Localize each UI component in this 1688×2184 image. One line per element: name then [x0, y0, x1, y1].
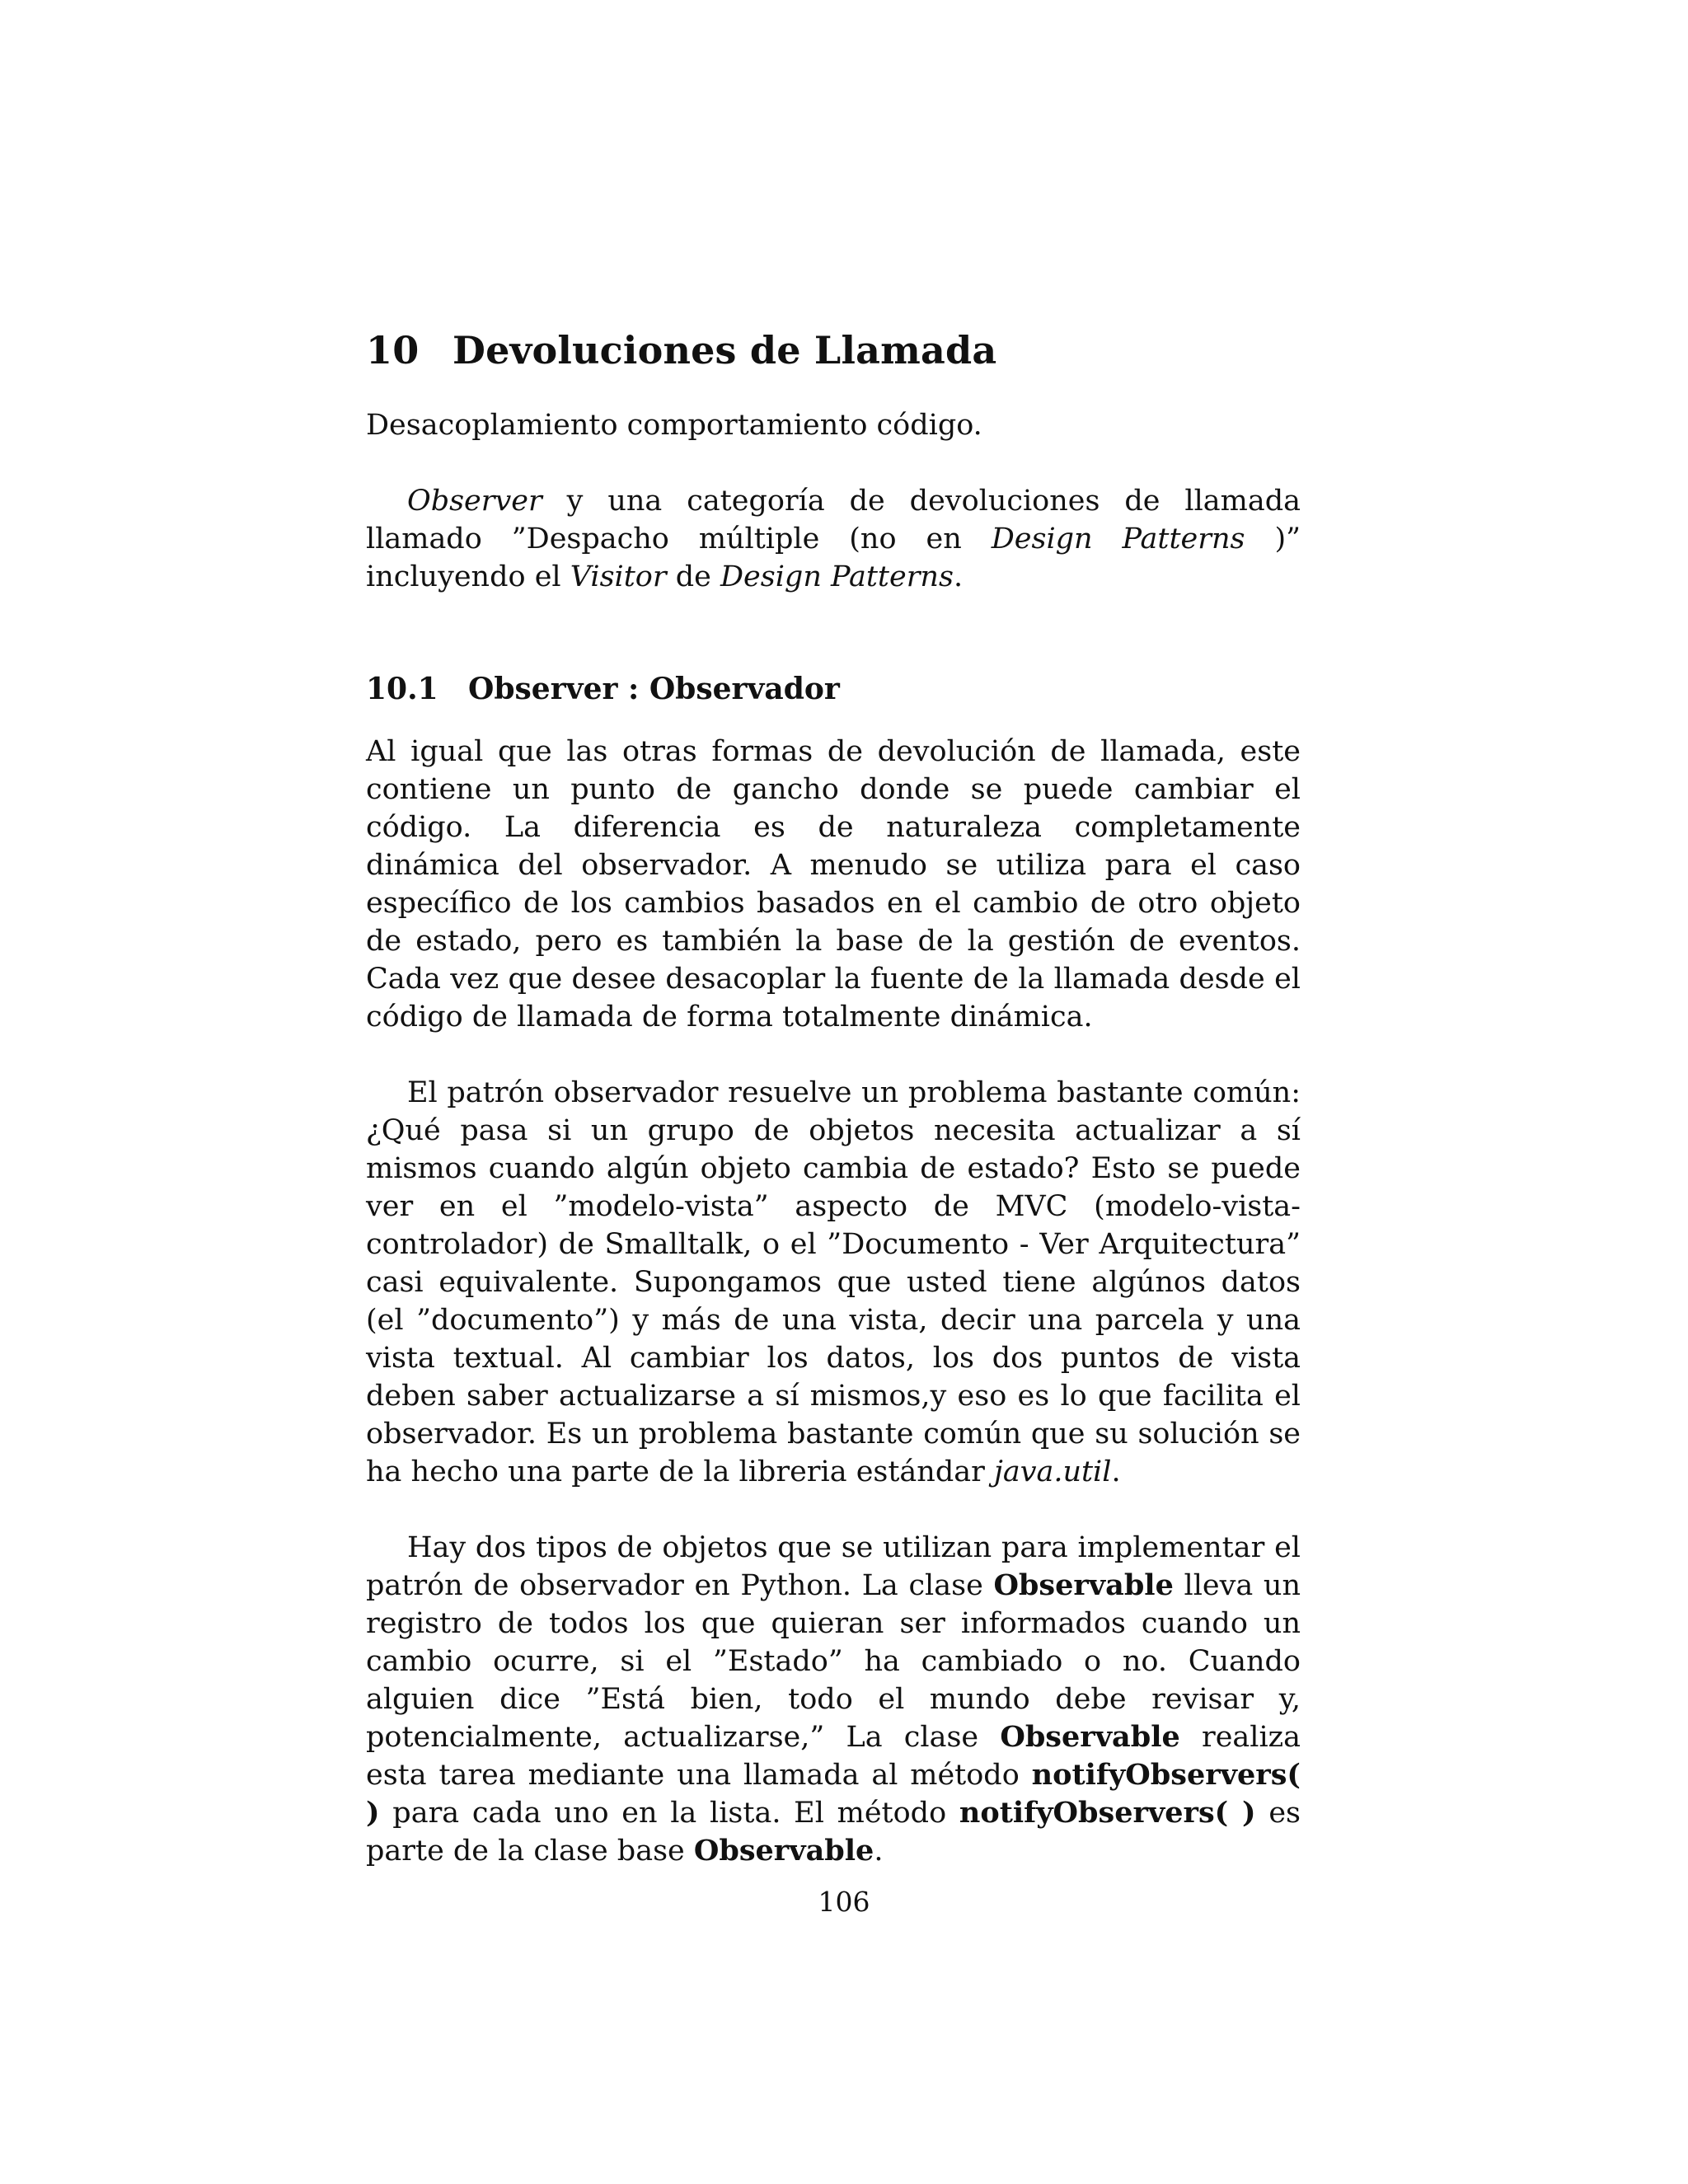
subsection-title-text: Observer : Observador: [468, 672, 840, 706]
observable-term: Observable: [693, 1834, 874, 1868]
section-number: 10: [366, 328, 420, 373]
design-patterns-term: Design Patterns: [720, 560, 954, 593]
paragraph-2: El patrón observador resuelve un problema bastante común: ¿Qué pasa si un grupo de objetos necesita actualizar a sí mismos cuando algún objeto cambia de estado? Esto se puede ver en el ”modelo-vista” aspecto de MVC (modelo-vista-controlador) de Smalltalk, o el ”Documento - Ver Arquitectura” casi equivalente. Supongamos que usted tiene algúnos datos (el ”documento”) y más de una vista, decir una parcela y una vista textual. Al cambiar los datos, los dos puntos de vista deben saber actualizarse a sí mismos,y eso es lo que facilita el observador. Es un problema bastante común que su solución se ha hecho una parte de la libreria estándar java.util.: [366, 1076, 1301, 1488]
intro-line: Desacoplamiento comportamiento código.: [366, 409, 982, 442]
java-util-term: java.util: [993, 1455, 1112, 1488]
observer-term: Observer: [407, 485, 542, 518]
notify-observers-term: notifyObservers( ): [366, 1758, 1301, 1830]
observable-term: Observable: [1000, 1720, 1180, 1754]
observable-term: Observable: [993, 1568, 1174, 1602]
section-title-text: Devoluciones de Llamada: [452, 328, 997, 373]
paragraph-3: Hay dos tipos de objetos que se utilizan para implementar el patrón de observador en Python. La clase Observable lleva un registro de todos los que quieran ser informados cuando un cambio ocurre, si el ”Estado” ha cambiado o no. Cuando alguien dice ”Está bien, todo el mundo debe revisar y, potencialmente, actualizarse,” La clase Observable realiza esta tarea mediante una llamada al método notifyObservers( ) para cada uno en la lista. El método notifyObservers( ) es parte de la clase base Observable.: [366, 1531, 1301, 1868]
page-number: 106: [818, 1886, 870, 1918]
paragraph-1: Al igual que las otras formas de devolución de llamada, este contiene un punto de gancho donde se puede cambiar el código. La diferencia es de naturaleza completamente dinámica del observador. A menudo se utiliza para el caso específico de los cambios basados en el cambio de otro objeto de estado, pero es también la base de la gestión de eventos. Cada vez que desee desacoplar la fuente de la llamada desde el código de llamada de forma totalmente dinámica.: [366, 735, 1301, 1033]
subsection-title: [366, 668, 1301, 710]
section-title: [366, 326, 1301, 375]
visitor-term: Visitor: [570, 560, 667, 593]
subsection-number: 10.1: [366, 672, 438, 706]
notify-observers-term: notifyObservers( ): [959, 1796, 1256, 1830]
design-patterns-term: Design Patterns: [991, 523, 1245, 555]
observer-intro-paragraph: Observer y una categoría de devoluciones de llamada llamado ”Despacho múltiple (no en Design Patterns )” incluyendo el Visitor de Design Patterns.: [366, 485, 1301, 593]
page-content: [366, 326, 1301, 1870]
